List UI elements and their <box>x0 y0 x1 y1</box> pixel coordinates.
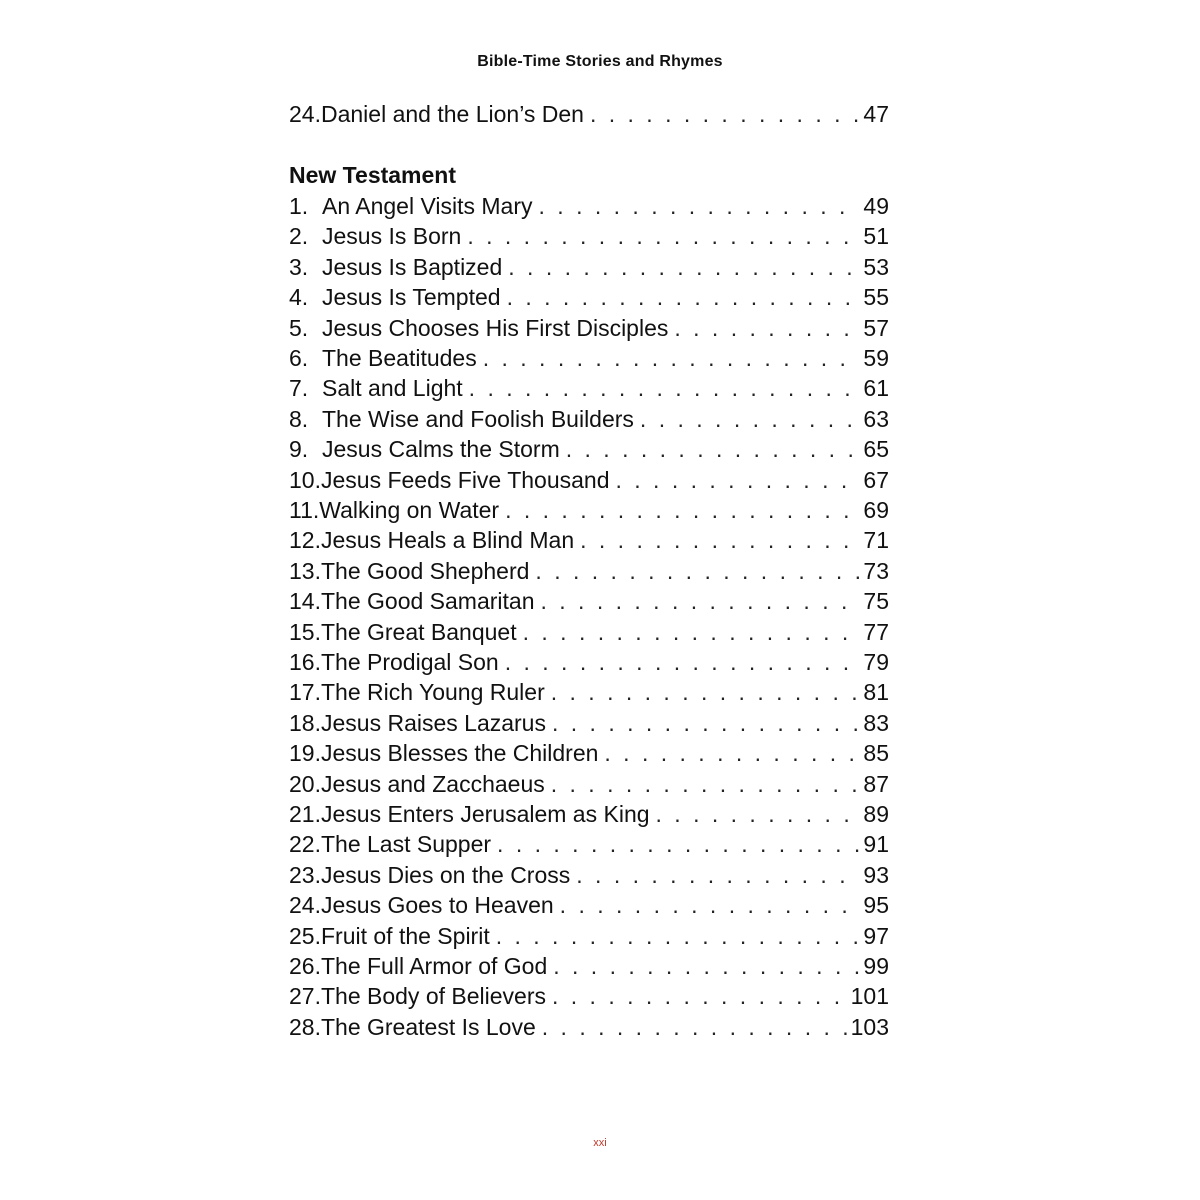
toc-entry-page: 85 <box>863 740 889 767</box>
dot-leader <box>551 771 860 798</box>
toc-entry-number: 28. <box>289 1013 321 1040</box>
toc-entry-title: Jesus Is Born <box>322 223 462 250</box>
toc-entry-number: 6. <box>289 345 309 371</box>
toc-entry-title: The Rich Young Ruler <box>320 679 545 706</box>
toc-entry-number: 3. <box>289 253 309 280</box>
toc-entry-title: Jesus Blesses the Children <box>320 740 599 767</box>
toc-entry-number: 15. <box>289 618 321 645</box>
toc-entry <box>289 284 889 314</box>
dot-leader <box>539 193 860 220</box>
running-header: Bible-Time Stories and Rhymes <box>477 53 723 70</box>
toc-entry-page: 89 <box>863 801 889 827</box>
dot-leader <box>552 710 859 737</box>
toc-entry-page: 81 <box>863 679 889 706</box>
toc-entry-page: 57 <box>863 314 889 341</box>
dot-leader <box>674 315 859 342</box>
toc-entry-page: 73 <box>863 557 889 584</box>
toc-entry-title: The Good Samaritan <box>320 588 535 615</box>
toc-entry <box>289 254 889 284</box>
toc-entry <box>289 193 889 223</box>
dot-leader <box>616 467 860 494</box>
toc-entry <box>289 710 889 740</box>
toc-entry-title: The Full Armor of God <box>320 953 548 979</box>
toc-entry <box>289 497 889 527</box>
toc-entry-title: Jesus and Zacchaeus <box>320 770 545 797</box>
dot-leader <box>590 101 859 128</box>
toc-entry-title: The Greatest Is Love <box>320 1013 536 1040</box>
toc-entry <box>289 649 889 679</box>
toc-entry-page: 87 <box>863 770 889 797</box>
toc-entry-page: 95 <box>863 892 889 919</box>
dot-leader <box>551 679 860 706</box>
toc-entry-page: 99 <box>863 953 889 979</box>
toc-entry <box>289 740 889 770</box>
dot-leader <box>656 801 860 828</box>
toc-entry <box>289 923 889 953</box>
dot-leader <box>535 558 859 585</box>
toc-entry <box>289 619 889 649</box>
toc-entry <box>289 436 889 466</box>
toc-entry-title: Jesus Is Baptized <box>322 253 503 280</box>
toc-entry-title: Jesus Dies on the Cross <box>320 861 571 888</box>
toc-entry-number: 16. <box>289 649 321 675</box>
dot-leader <box>467 223 859 250</box>
toc-entry-title: Fruit of the Spirit <box>320 922 490 949</box>
dot-leader <box>507 284 860 311</box>
dot-leader <box>541 588 860 615</box>
dot-leader <box>576 862 859 889</box>
dot-leader <box>566 436 860 463</box>
toc-entry-title: Jesus Raises Lazarus <box>320 709 546 736</box>
dot-leader <box>560 892 860 919</box>
toc-entry <box>289 467 889 497</box>
toc-entry-number: 17. <box>289 679 321 706</box>
toc-entry-title: Jesus Calms the Storm <box>322 436 560 463</box>
toc-entry-page: 63 <box>863 405 889 432</box>
toc-entry-page: 93 <box>863 861 889 888</box>
toc-entry-title: Jesus Goes to Heaven <box>320 892 554 919</box>
toc-entry-page: 53 <box>863 253 889 280</box>
toc-entry-number: 13. <box>289 557 321 584</box>
dot-leader <box>505 497 859 524</box>
toc-entry <box>289 892 889 922</box>
dot-leader <box>497 831 859 858</box>
dot-leader <box>553 953 859 980</box>
toc-entry-title: The Good Shepherd <box>320 557 530 584</box>
toc-entry-number: 10. <box>289 466 321 493</box>
toc-entry-number: 21. <box>289 801 321 827</box>
toc-entry-page: 51 <box>863 223 889 250</box>
toc-entry-page: 103 <box>850 1013 889 1040</box>
toc-entry-title: Jesus Enters Jerusalem as King <box>320 801 650 827</box>
toc-entry-number: 24. <box>289 892 321 919</box>
toc-entry-page: 91 <box>863 831 889 858</box>
toc-entry-page: 83 <box>863 709 889 736</box>
toc-entry-page: 97 <box>863 922 889 949</box>
toc-entry <box>289 558 889 588</box>
toc-entry-page: 67 <box>863 466 889 493</box>
toc-entry <box>289 375 889 405</box>
dot-leader <box>505 649 860 676</box>
dot-leader <box>508 254 859 281</box>
toc-entry <box>289 588 889 618</box>
table-of-contents <box>289 0 889 1100</box>
toc-entry-previous <box>289 101 889 131</box>
toc-entry <box>289 983 889 1013</box>
toc-entry <box>289 345 889 375</box>
toc-entry-number: 9. <box>289 436 309 463</box>
dot-leader <box>580 527 859 554</box>
toc-entry-title: The Prodigal Son <box>320 649 499 675</box>
toc-entry-number: 8. <box>289 405 309 432</box>
page-folio: xxi <box>593 1137 607 1149</box>
toc-entry <box>289 862 889 892</box>
toc-entry-number: 19. <box>289 740 321 767</box>
toc-entry <box>289 679 889 709</box>
toc-entry-page: 77 <box>863 618 889 645</box>
dot-leader <box>523 619 860 646</box>
toc-entry <box>289 1014 889 1044</box>
dot-leader <box>542 1014 847 1041</box>
toc-entry-page: 55 <box>863 284 889 311</box>
toc-entry <box>289 527 889 557</box>
toc-entry-title: The Body of Believers <box>320 983 546 1010</box>
toc-entry-page: 101 <box>850 983 889 1010</box>
dot-leader <box>604 740 859 767</box>
toc-entry <box>289 315 889 345</box>
toc-entry-title: Jesus Chooses His First Disciples <box>322 314 669 341</box>
toc-entry-page: 75 <box>863 588 889 615</box>
toc-entry-page: 47 <box>863 101 889 127</box>
toc-entry-title: The Wise and Foolish Builders <box>322 405 634 432</box>
toc-entry <box>289 831 889 861</box>
toc-entry-number: 24. <box>289 101 321 127</box>
toc-entry-title: Walking on Water <box>319 497 500 523</box>
toc-entry-title: Salt and Light <box>322 375 463 402</box>
toc-entry <box>289 953 889 983</box>
toc-entry-number: 18. <box>289 709 321 736</box>
toc-entry <box>289 771 889 801</box>
toc-entry-number: 20. <box>289 770 321 797</box>
toc-entry <box>289 801 889 831</box>
toc-entry-number: 4. <box>289 284 309 311</box>
dot-leader <box>640 406 859 433</box>
toc-entry-number: 23. <box>289 861 321 888</box>
toc-entry-title: The Beatitudes <box>322 345 477 371</box>
toc-entry-title: Daniel and the Lion’s Den <box>320 101 584 127</box>
toc-entry-page: 65 <box>863 436 889 463</box>
toc-entry-number: 26. <box>289 953 321 979</box>
toc-entry-page: 59 <box>863 345 889 371</box>
dot-leader <box>496 923 860 950</box>
toc-entry <box>289 406 889 436</box>
toc-entry-title: The Last Supper <box>320 831 492 858</box>
dot-leader <box>483 345 860 372</box>
section-heading: New Testament <box>289 162 457 188</box>
toc-entry-number: 25. <box>289 922 321 949</box>
toc-entry-page: 49 <box>863 193 889 219</box>
toc-entry-page: 61 <box>863 375 889 402</box>
toc-entry-number: 27. <box>289 983 321 1010</box>
toc-entry-title: Jesus Is Tempted <box>322 284 501 311</box>
toc-entry-number: 2. <box>289 223 309 250</box>
toc-entry-number: 11. <box>289 497 320 523</box>
toc-entry-title: The Great Banquet <box>320 618 517 645</box>
toc-entry-number: 14. <box>289 588 321 615</box>
dot-leader <box>469 375 860 402</box>
toc-entry-number: 5. <box>289 314 309 341</box>
toc-entry-number: 1. <box>289 193 309 219</box>
toc-entry <box>289 223 889 253</box>
toc-entry-page: 69 <box>863 497 889 523</box>
toc-entry-page: 79 <box>863 649 889 675</box>
toc-entry-page: 71 <box>863 527 889 554</box>
toc-entry-title: Jesus Feeds Five Thousand <box>320 466 610 493</box>
toc-entry-title: Jesus Heals a Blind Man <box>320 527 575 554</box>
toc-entry-number: 12. <box>289 527 321 554</box>
dot-leader <box>552 983 847 1010</box>
toc-entry-title: An Angel Visits Mary <box>322 193 533 219</box>
toc-entry-number: 22. <box>289 831 321 858</box>
toc-entry-number: 7. <box>289 375 309 402</box>
